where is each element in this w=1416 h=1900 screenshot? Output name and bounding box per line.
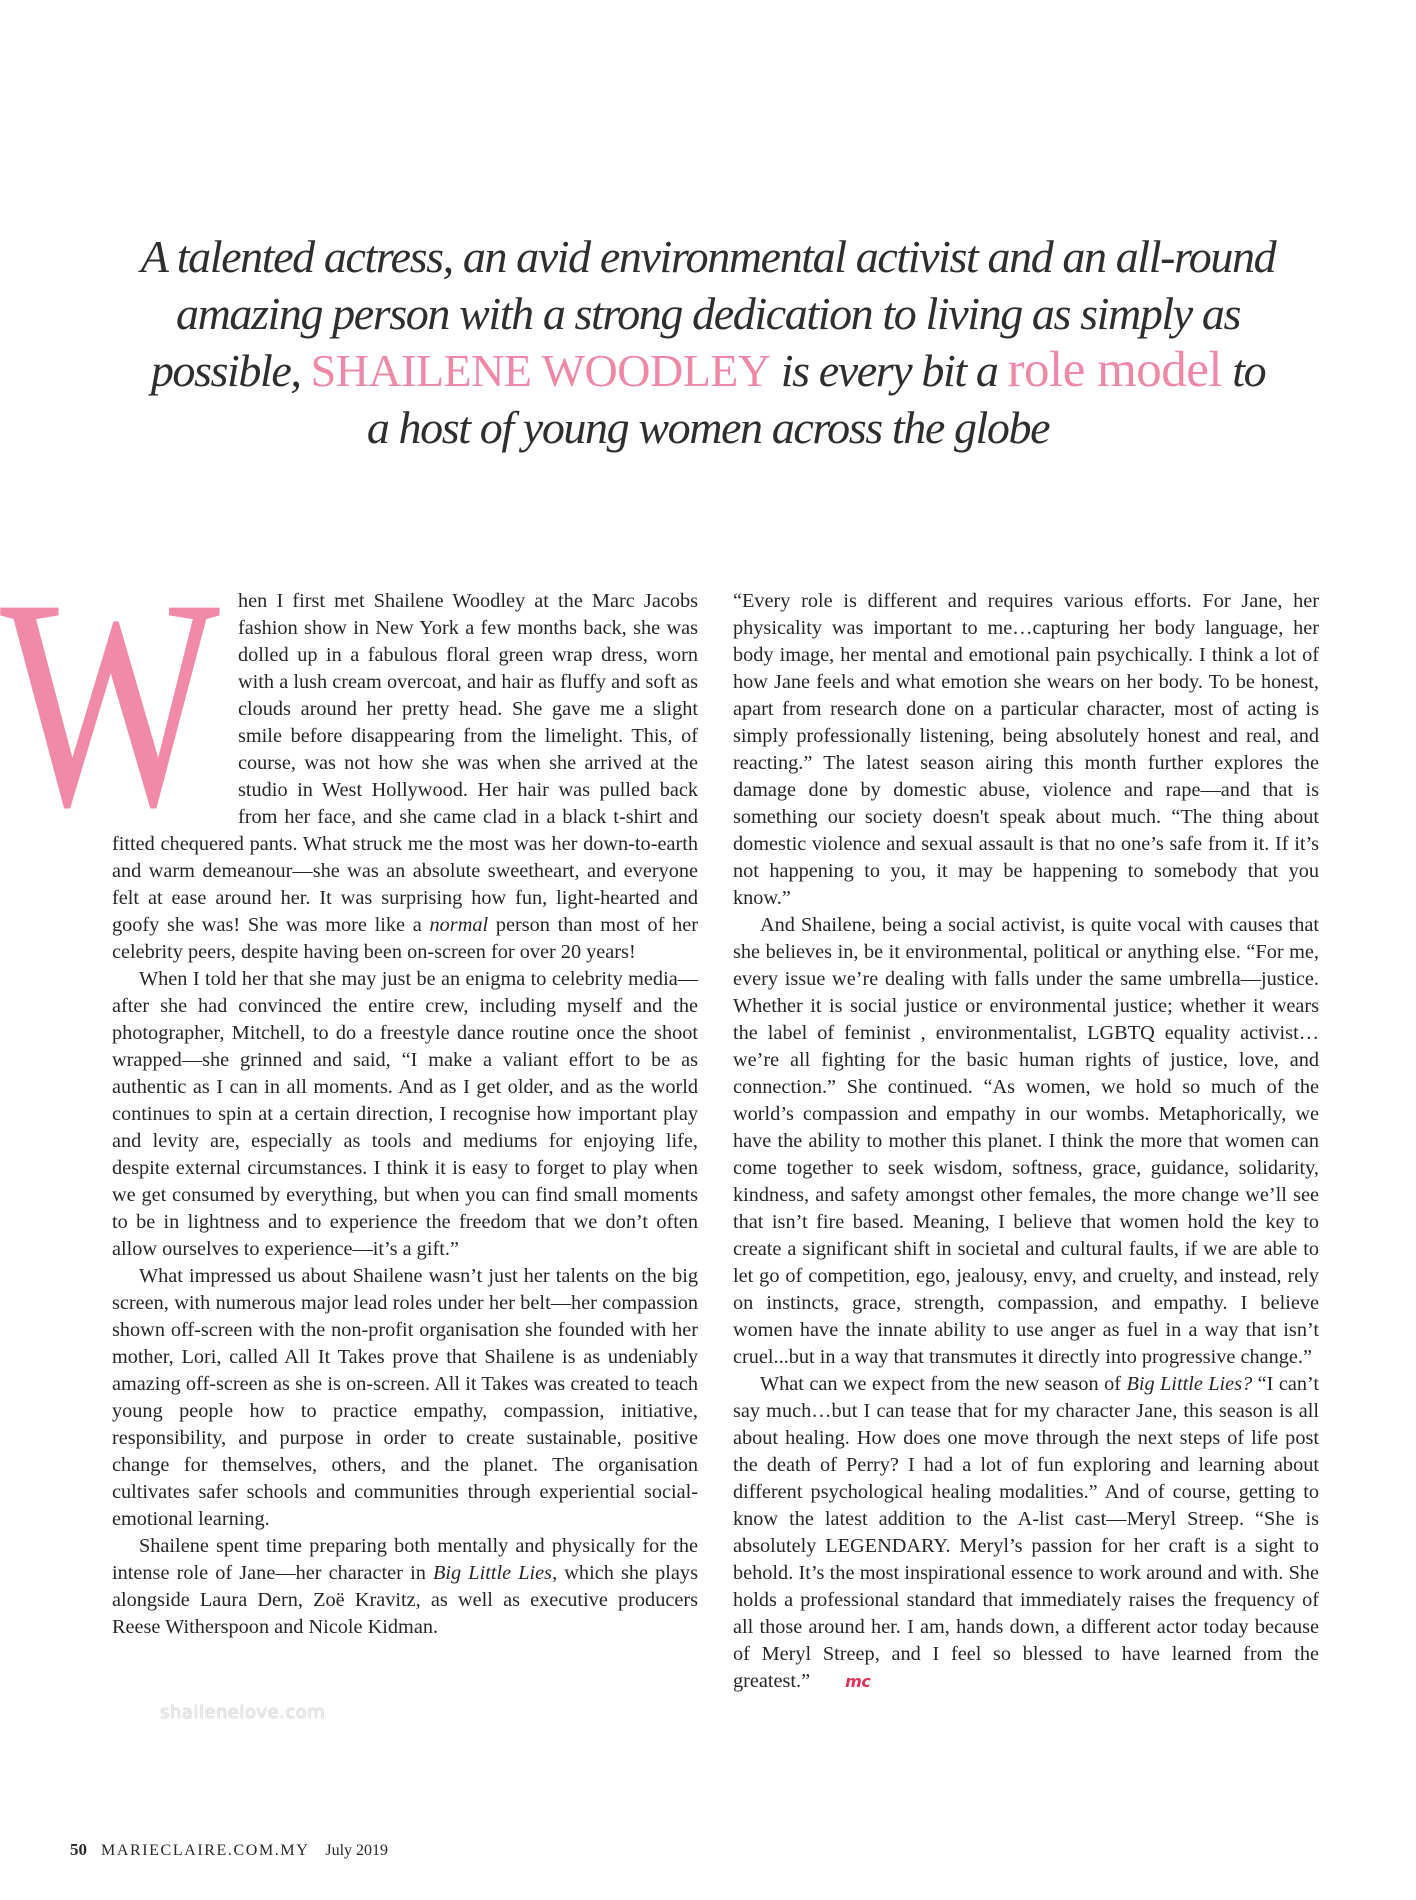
- marie-claire-end-mark: mc: [845, 1672, 871, 1691]
- drop-cap: [0, 537, 238, 869]
- website-url: MARIECLAIRE.COM.MY: [101, 1842, 310, 1859]
- article-column-right: [733, 588, 1319, 1695]
- paragraph: When I told her that she may just be an enigma to celebrity media—after she had convinced the entire crew, including myself and the photographer, Mitchell, to do a freestyle dance routine once the shoot wrapped—she grinned and said, “I make a valiant effort to be as authentic as I can in all moments. And as I get older, and as the world continues to spin at a certain direction, I recognise how important play and levity are, especially as tools and mediums for enjoying life, despite external circumstances. I think it is easy to forget to play when we get consumed by everything, but when you can find small moments to be in lightness and to experience the freedom that we don’t often allow ourselves to experience—it’s a gift.”: [112, 968, 698, 1260]
- article-column-left: [0, 537, 698, 1641]
- paragraph: And Shailene, being a social activist, is quite vocal with causes that she believes in, be it environmental, political or anything else. “For me, every issue we’re dealing with falls under the same umbrella—justice. Whether it is social justice or environmental justice; whether it wears the label of feminist , environmentalist, LGBTQ equality activist…we’re all fighting for the basic human rights of justice, love, and connection.” She continued. “As women, we hold so much of the world’s compassion and empathy in our wombs. Metaphorically, we have the ability to mother this planet. I think the more that women can come together to seek wisdom, softness, grace, guidance, solidarity, kindness, and safety amongst other females, the more change we’ll see that isn’t fire based. Meaning, I believe that women hold the key to create a significant shift in societal and cultural faults, if we are able to let go of competition, ego, jealousy, envy, and cruelty, and instead, rely on instincts, grace, strength, compassion, and empathy. I believe women have the innate ability to use anger as fuel in a way that isn’t cruel...but in a way that transmutes it directly into progressive change.”: [733, 914, 1319, 1368]
- article-standfirst: [140, 228, 1276, 456]
- standfirst-intro: A talented actress, an avid environmental activist and an all-round amazing person with a strong dedication to living as simply as possible,: [140, 231, 1276, 396]
- drop-cap-letter: W: [0, 537, 223, 869]
- paragraph: What impressed us about Shailene wasn’t just her talents on the big screen, with numerous major lead roles under her belt—her compassion shown off-screen with the non-profit organisation she founded with her mother, Lori, called All It Takes prove that Shailene is as undeniably amazing off-screen as she is on-screen. All it Takes was created to teach young people how to practice empathy, compassion, initiative, responsibility, and purpose in order to create sustainable, positive change for themselves, others, and the planet. The organisation cultivates safer schools and communities through experiential social-emotional learning.: [112, 1265, 698, 1530]
- paragraph: “Every role is different and requires various efforts. For Jane, her physicality was important to me…capturing her body language, her body image, her mental and emotional pain psychically. I think a lot of how Jane feels and what emotion she wears on her body. To be honest, apart from research done on a particular character, most of acting is simply professionally listening, being absolutely honest and real, and reacting.” The latest season airing this month further explores the damage done by domestic abuse, violence and rape—and that is something our society doesn't speak about much. “The thing about domestic violence and sexual assault is that no one’s safe from it. If it’s not happening to you, it may be happening to somebody that you know.”: [733, 590, 1319, 909]
- watermark: shailenelove.com: [160, 1702, 326, 1723]
- issue-date: July 2019: [325, 1842, 389, 1859]
- subject-name: SHAILENE WOODLEY: [310, 345, 771, 396]
- paragraph: Shailene spent time preparing both mentally and physically for the intense role of Jane—her character in Big Little Lies, which she plays alongside Laura Dern, Zoë Kravitz, as well as executive producers Reese Witherspoon and Nicole Kidman.: [112, 1535, 698, 1638]
- standfirst-middle: is every bit a: [780, 345, 998, 396]
- page-footer: [70, 1840, 388, 1860]
- page-number: 50: [70, 1840, 87, 1859]
- paragraph: hen I first met Shailene Woodley at the Marc Jacobs fashion show in New York a few months back, she was dolled up in a fabulous floral green wrap dress, worn with a lush cream overcoat, and hair as fluffy and soft as clouds around her pretty head. She gave me a slight smile before disappearing from the limelight. This, of course, was not how she was when she arrived at the studio in West Hollywood. Her hair was pulled back from her face, and she came clad in a black t-shirt and fitted chequered pants. What struck me the most was her down-to-earth and warm demeanour—she was an absolute sweetheart, and everyone felt at ease around her. It was surprising how fun, light-hearted and goofy she was! She was more like a normal person than most of her celebrity peers, despite having been on-screen for over 20 years!: [112, 590, 698, 963]
- paragraph: What can we expect from the new season of Big Little Lies? “I can’t say much…but I can tease that for my character Jane, this season is all about healing. How does one move through the next steps of life post the death of Perry? I had a lot of fun exploring and learning about different psychological healing modalities.” And of course, getting to know the latest addition to the A-list cast—Meryl Streep. “She is absolutely LEGENDARY. Meryl’s passion for her craft is a sight to behold. It’s the most inspirational essence to work around and with. She holds a professional standard that immediately raises the frequency of all those around her. I am, hands down, a different actor today because of Meryl Streep, and I feel so blessed to have learned from the greatest.” mc: [733, 1371, 1319, 1695]
- standfirst-highlight: role model: [1007, 342, 1223, 398]
- standfirst-end: to a host of young women across the globe: [366, 345, 1266, 453]
